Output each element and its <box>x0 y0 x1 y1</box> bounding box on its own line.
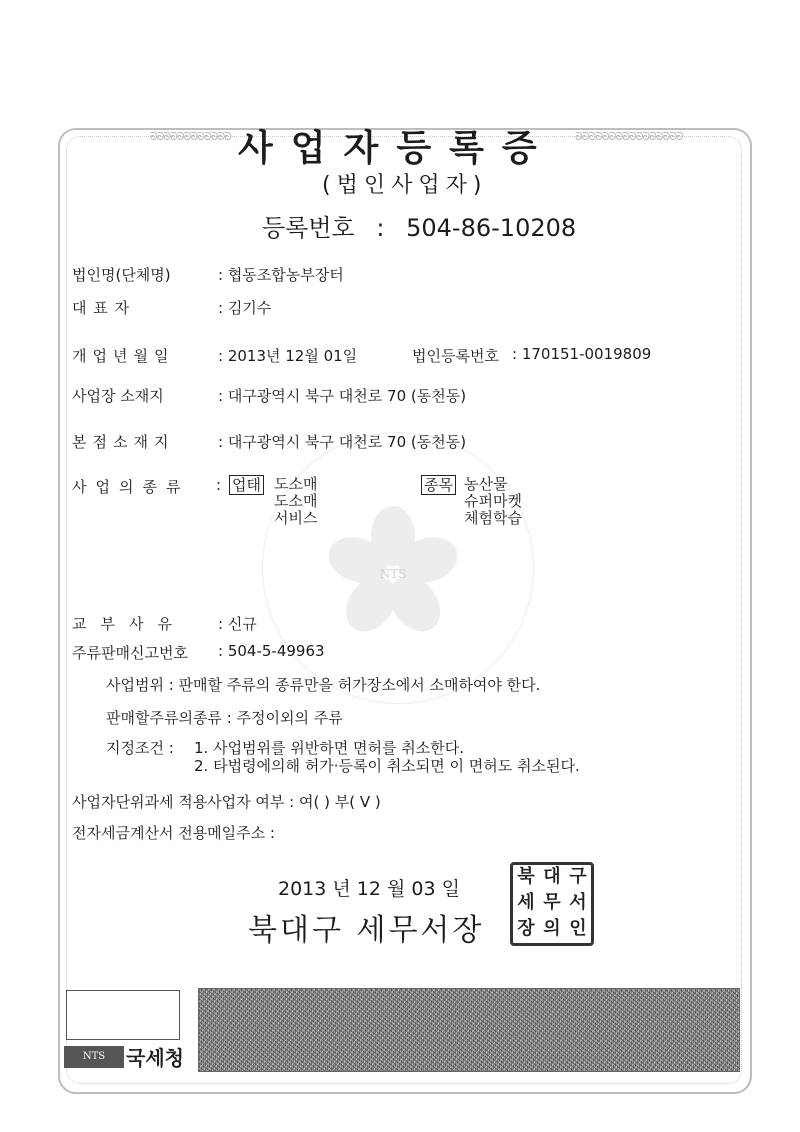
business-type-label: 사업의종류 <box>72 478 190 496</box>
conditions-label: 지정조건 : <box>106 739 174 757</box>
document-title: 사업자등록증 <box>238 128 555 169</box>
open-date-label: 개업년월일 <box>72 347 175 365</box>
category-item: 도소매 <box>274 492 318 510</box>
watermark-text: NTS <box>379 567 407 581</box>
item-entry: 체험학습 <box>464 509 522 527</box>
document-subtitle: (법인사업자) <box>322 173 488 198</box>
liquor-type-line: 판매할주류의종류 : 주정이외의 주류 <box>106 709 343 727</box>
registration-separator: : <box>376 214 385 242</box>
item-tag: 종목 <box>421 474 456 495</box>
corp-name-value: : 협동조합농부장터 <box>218 266 344 284</box>
open-date-value: : 2013년 12월 01일 <box>218 347 358 365</box>
condition-1: 1. 사업범위를 위반하면 면허를 취소한다. <box>194 739 464 757</box>
issue-date: 2013 년 12 월 03 일 <box>278 878 460 900</box>
e-invoice-email-line: 전자세금계산서 전용메일주소 : <box>72 824 275 842</box>
category-item: 서비스 <box>274 509 318 527</box>
category-item: 도소매 <box>274 475 318 493</box>
official-seal: 북 대 구 세 무 서 장 의 인 <box>510 862 594 946</box>
item-entry: 농산물 <box>464 475 508 493</box>
hq-location-label: 본점소재지 <box>72 433 175 451</box>
registration-number: 504-86-10208 <box>406 214 577 242</box>
representative-label: 대 표 자 <box>72 299 131 317</box>
business-type-colon: : <box>216 476 222 494</box>
representative-value: : 김기수 <box>218 299 272 317</box>
tax-office-name: 북대구 세무서장 <box>248 913 485 948</box>
liquor-report-label: 주류판매신고번호 <box>72 644 188 662</box>
business-location-label: 사업장 소재지 <box>72 387 164 405</box>
item-list <box>464 476 522 527</box>
meander-pattern: ᘐᘐᘐᘐᘐᘐᘐᘐᘐᘐᘐᘐᘐᘐᘐᘐ <box>575 130 683 140</box>
registration-number-label: 등록번호 <box>262 214 355 242</box>
liquor-report-value: : 504-5-49963 <box>218 642 325 660</box>
meander-pattern: ᘐᘐᘐᘐᘐᘐᘐᘐᘐᘐᘐᘐ <box>150 130 231 140</box>
issue-reason-label: 교부사유 <box>72 615 186 633</box>
corp-registration-value: : 170151-0019809 <box>512 345 652 363</box>
corp-registration-label: 법인등록번호 <box>412 347 499 365</box>
category-tag: 업태 <box>229 474 264 495</box>
nts-logo: NTS <box>64 1046 124 1068</box>
unit-taxation-line: 사업자단위과세 적용사업자 여부 : 여( ) 부( V ) <box>72 793 381 811</box>
business-scope-line: 사업범위 : 판매할 주류의 종류만을 허가장소에서 소매하여야 한다. <box>106 676 541 694</box>
agency-name: 국세청 <box>126 1046 184 1070</box>
corp-name-label: 법인명(단체명) <box>72 266 171 284</box>
business-location-value: : 대구광역시 북구 대천로 70 (동천동) <box>218 387 467 405</box>
item-entry: 슈퍼마켓 <box>464 492 522 510</box>
registration-number-row <box>262 208 576 243</box>
issue-reason-value: : 신규 <box>218 615 257 633</box>
blank-box <box>66 990 180 1040</box>
category-list <box>274 476 317 527</box>
condition-2: 2. 타법령에의해 허가·등록이 취소되면 이 면허도 취소된다. <box>194 757 580 775</box>
security-pattern <box>198 988 740 1072</box>
hq-location-value: : 대구광역시 북구 대천로 70 (동천동) <box>218 433 467 451</box>
watermark-emblem <box>318 498 468 648</box>
